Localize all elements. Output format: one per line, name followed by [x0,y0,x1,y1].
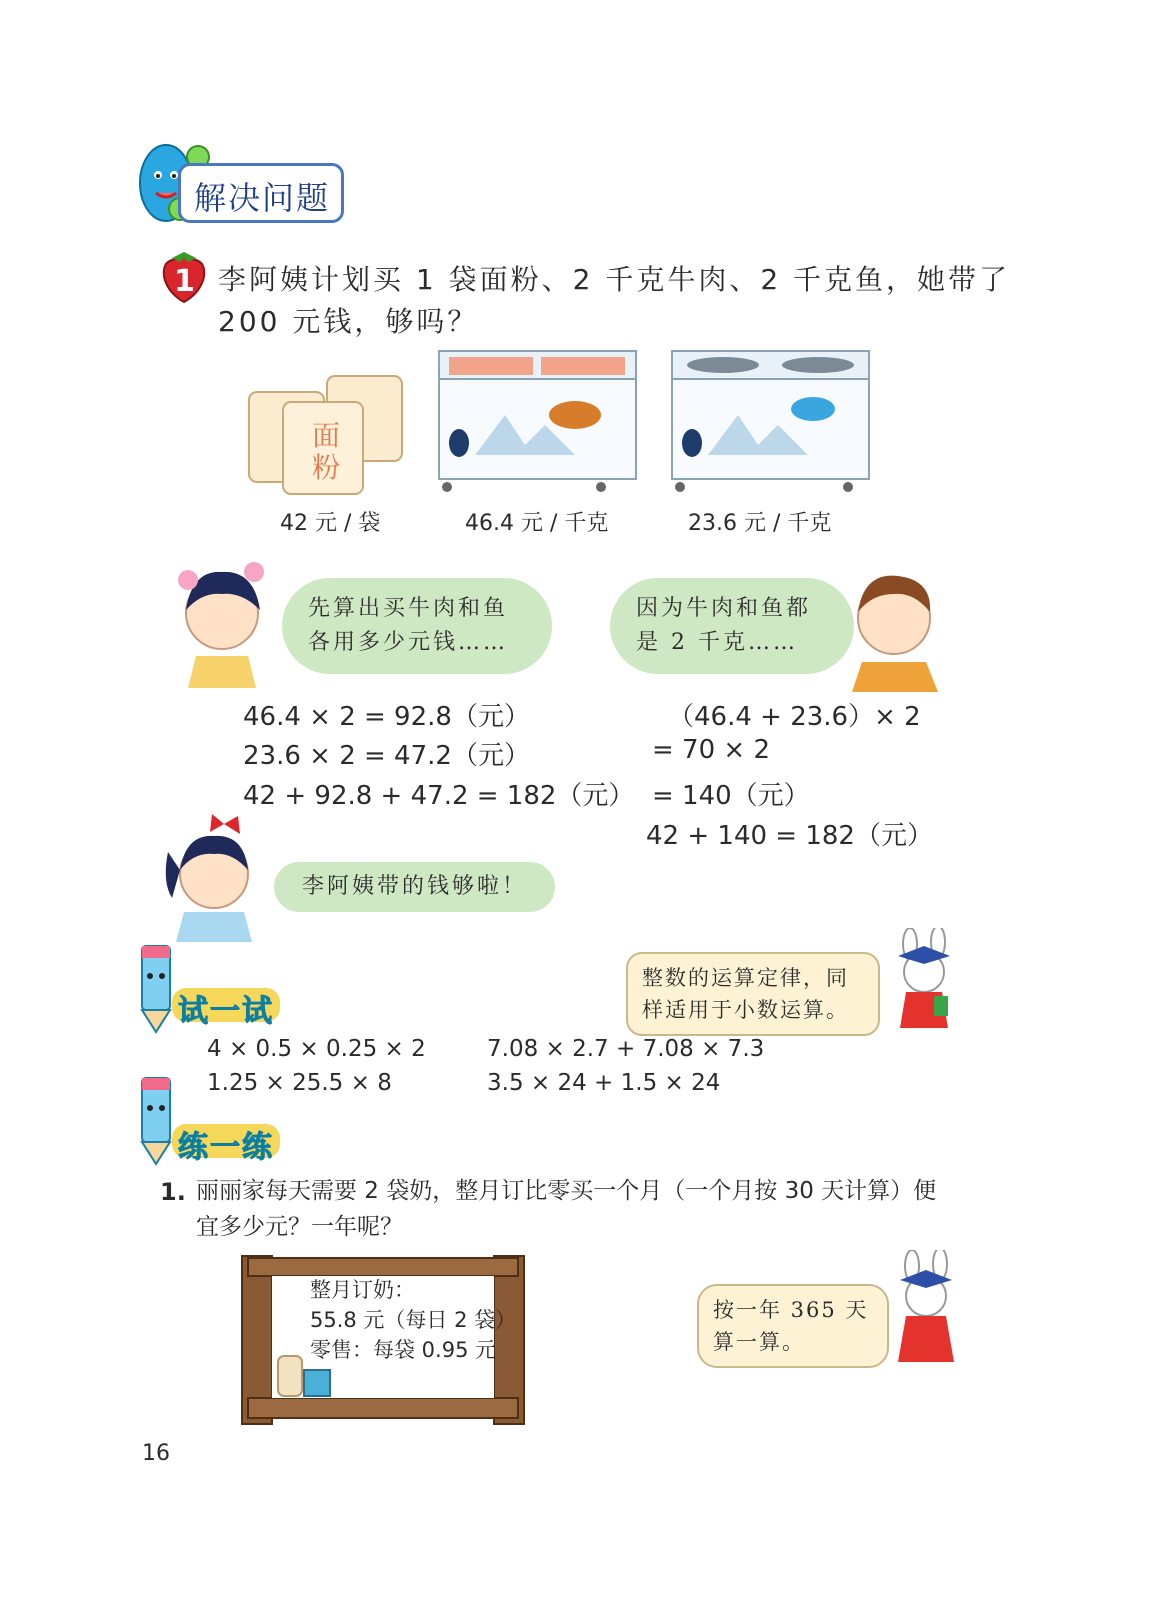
girl-bubble-line2: 各用多少元钱…… [308,630,509,655]
rabbit-teacher-icon-2 [882,1250,967,1370]
practice-note-line2: 算一算。 [713,1330,805,1354]
try-exercise-4: 3.5 × 24 + 1.5 × 24 [487,1070,721,1096]
practice-q-line2: 宜多少元？一年呢？ [196,1214,403,1240]
method2-line4: 42 + 140 = 182（元） [646,821,933,851]
section-header [130,125,345,235]
beef-price: 46.4 元 / 千克 [465,511,609,536]
method1-line2: 23.6 × 2 = 47.2（元） [243,741,530,771]
girl-avatar [172,558,272,688]
board-line3: 零售：每袋 0.95 元 [310,1338,497,1362]
flour-price: 42 元 / 袋 [280,511,381,536]
try-tip-note [626,952,880,1036]
try-exercise-3: 1.25 × 25.5 × 8 [207,1070,392,1096]
page-number: 16 [142,1441,170,1466]
boy-bubble-line1: 因为牛肉和鱼都 [636,596,812,621]
practice-q-number: 1. [160,1178,186,1206]
method2-line3: = 140（元） [652,781,810,811]
rabbit-teacher-icon [880,928,965,1048]
example-number: 1 [174,264,195,299]
example-number-badge [158,248,210,304]
practice-label: 练一练 [178,1130,274,1165]
boy-avatar [842,562,947,692]
practice-q-line1: 丽丽家每天需要 2 袋奶，整月订比零买一个月（一个月按 30 天计算）便 [196,1178,937,1204]
try-label: 试一试 [178,994,274,1029]
method2-line2: = 70 × 2 [652,735,770,765]
girl-speech-bubble [282,578,552,674]
board-line1: 整月订奶： [310,1278,415,1302]
flour-bag-label: 面粉 [312,419,341,484]
board-line2: 55.8 元（每日 2 袋） [310,1308,517,1332]
boy-bubble-line2: 是 2 千克…… [636,630,798,655]
try-note-line1: 整数的运算定律，同 [642,966,849,990]
method1-line1: 46.4 × 2 = 92.8（元） [243,702,530,732]
method2-line1: （46.4 + 23.6）× 2 [668,702,921,732]
fish-price: 23.6 元 / 千克 [688,511,832,536]
header-title: 解决问题 [194,179,331,217]
girl2-speech-bubble: 李阿姨带的钱够啦！ [274,862,555,912]
example-question-line2: 200 元钱，够吗？ [218,305,479,338]
boy-speech-bubble [610,578,854,674]
example-question-line1: 李阿姨计划买 1 袋面粉、2 千克牛肉、2 千克鱼，她带了 [218,263,1011,296]
fish-freezer-illustration [668,345,873,495]
try-note-line2: 样适用于小数运算。 [642,998,849,1022]
girl2-avatar [162,812,262,942]
practice-tip-note [697,1284,889,1368]
beef-freezer-illustration [435,345,640,495]
method1-line3: 42 + 92.8 + 47.2 = 182（元） [243,781,635,811]
girl-bubble-line1: 先算出买牛肉和鱼 [308,596,509,621]
try-exercise-2: 7.08 × 2.7 + 7.08 × 7.3 [487,1036,765,1062]
try-exercise-1: 4 × 0.5 × 0.25 × 2 [207,1036,426,1062]
practice-note-line1: 按一年 365 天 [713,1298,869,1322]
